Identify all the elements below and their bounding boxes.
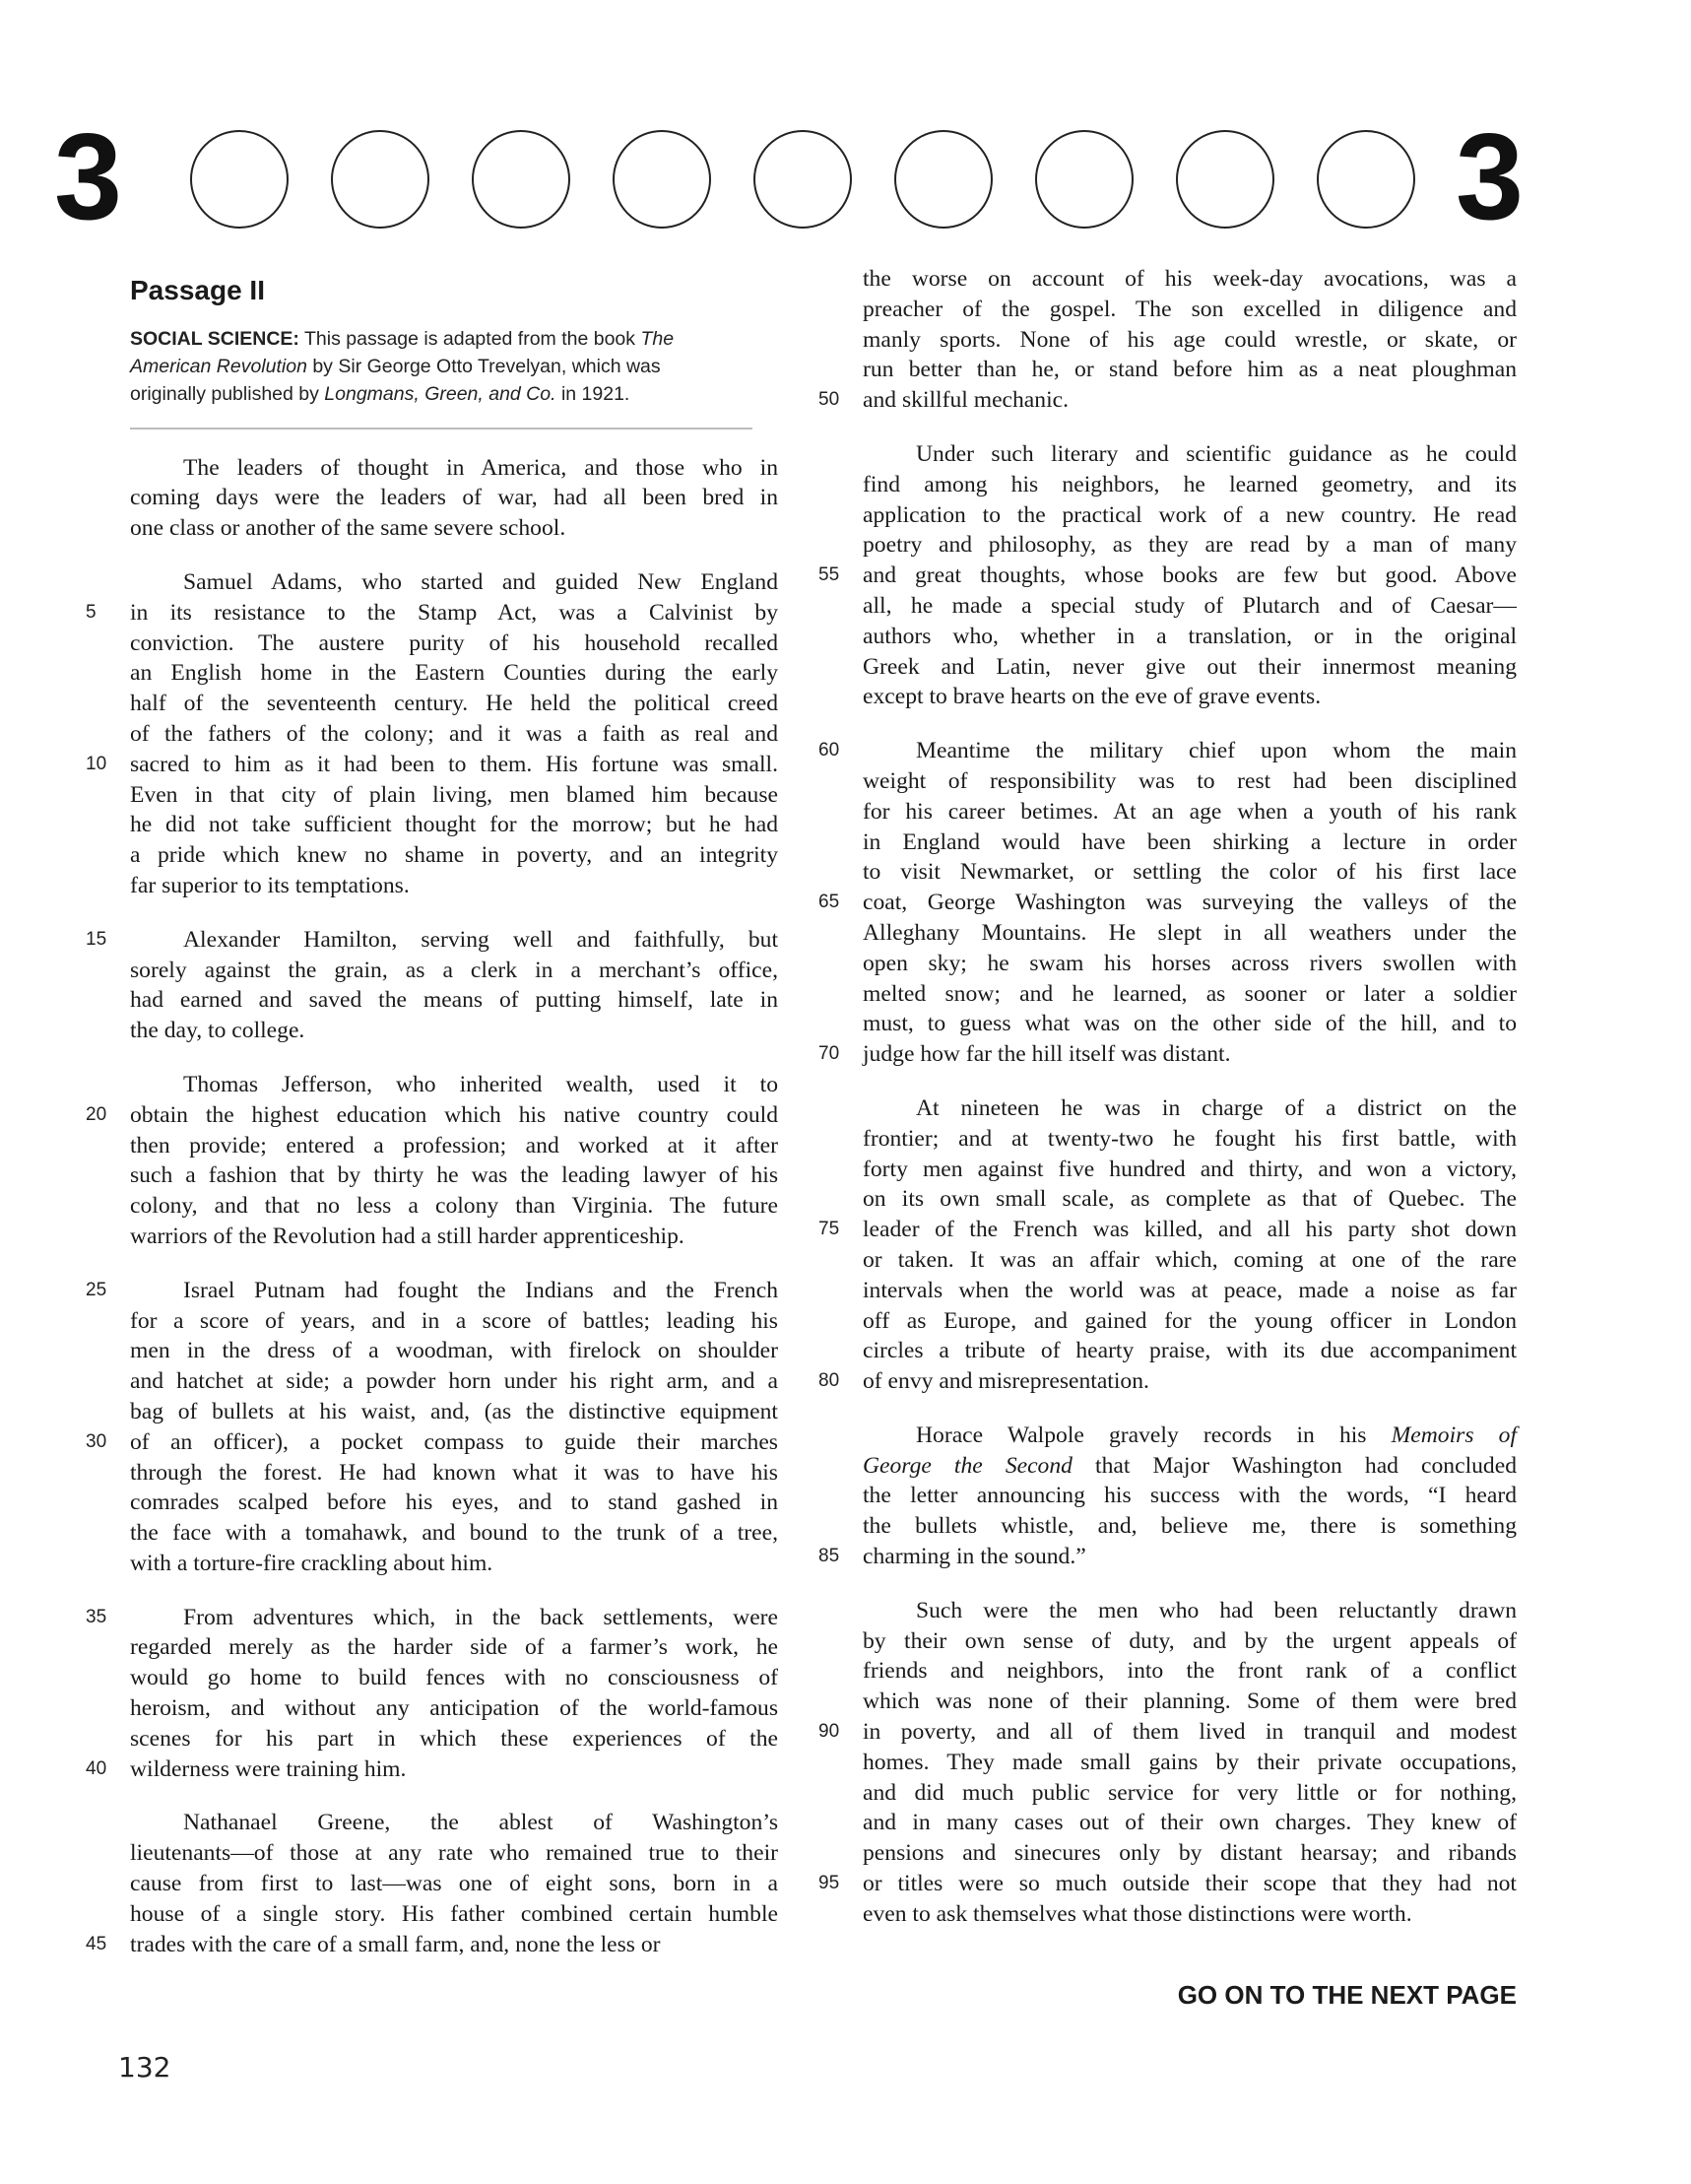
text-line — [863, 470, 1517, 500]
line-number: 15 — [86, 928, 107, 950]
text-line — [130, 629, 778, 659]
paragraph — [818, 736, 1517, 1070]
line-text: and in many cases out of their own charges. They knew of — [863, 1810, 1517, 1836]
text-line — [130, 780, 778, 811]
line-text: obtain the highest education which his native country could — [130, 1101, 778, 1128]
text-line — [130, 483, 778, 513]
text-line — [863, 500, 1517, 531]
line-text: the face with a tomahawk, and bound to the trunk of a tree, — [130, 1520, 778, 1547]
text-line — [863, 1511, 1517, 1542]
line-text: intervals when the world was at peace, made a noise as far — [863, 1277, 1517, 1303]
paragraph — [818, 1421, 1517, 1572]
text-line — [130, 1488, 778, 1518]
line-text: in its resistance to the Stamp Act, was a Calvinist by — [130, 599, 778, 626]
line-number: 75 — [818, 1219, 840, 1240]
line-text: trades with the care of a small farm, and, none the less or — [130, 1931, 661, 1957]
line-text: would go home to build fences with no consciousness of — [130, 1665, 778, 1691]
text-line — [818, 888, 1517, 918]
decorative-circle — [1035, 130, 1134, 229]
text-line — [818, 561, 1517, 591]
text-line — [130, 689, 778, 719]
text-line — [863, 652, 1517, 683]
text-line — [130, 1549, 778, 1579]
line-text: homes. They made small gains by their private occupations, — [863, 1749, 1517, 1775]
line-text: one class or another of the same severe school. — [130, 515, 566, 542]
text-line — [130, 1070, 778, 1100]
line-text: with a torture-fire crackling about him. — [130, 1550, 493, 1576]
intro-text: This passage is adapted from the book The — [304, 327, 675, 350]
text-line — [818, 1366, 1517, 1397]
text-line — [863, 682, 1517, 712]
line-text: coming days were the leaders of war, had all been bred in — [130, 485, 778, 511]
line-text: or titles were so much outside their scope that they had not — [863, 1871, 1517, 1897]
text-line — [863, 1596, 1517, 1626]
line-text: an English home in the Eastern Counties during the early — [130, 660, 778, 687]
text-line — [863, 1899, 1517, 1930]
line-text: find among his neighbors, he learned geometry, and its — [863, 471, 1517, 497]
left-column — [86, 264, 778, 1983]
passage-intro — [130, 325, 778, 408]
line-text: for his career betimes. At an age when a youth of his rank — [863, 798, 1517, 825]
line-text: weight of responsibility was to rest had been disciplined — [863, 767, 1517, 794]
text-line — [86, 1930, 778, 1960]
line-text: half of the seventeenth century. He held the political creed — [130, 691, 778, 717]
line-text: of the fathers of the colony; and it was a faith as real and — [130, 720, 778, 747]
line-text: Samuel Adams, who started and guided New England — [183, 568, 778, 595]
line-text: open sky; he swam his horses across rivers swollen with — [863, 950, 1517, 976]
text-line — [863, 949, 1517, 979]
line-text: except to brave hearts on the eve of grave events. — [863, 684, 1322, 710]
text-line — [130, 1899, 778, 1930]
text-line — [130, 1336, 778, 1366]
text-line — [863, 355, 1517, 385]
section-number-right: 3 — [1456, 109, 1524, 245]
decorative-circle — [613, 130, 711, 229]
line-number: 55 — [818, 564, 840, 586]
line-text: manly sports. None of his age could wrestle, or skate, or — [863, 326, 1517, 353]
line-number: 10 — [86, 753, 107, 774]
text-line — [86, 598, 778, 629]
text-line — [863, 1481, 1517, 1511]
line-text: preacher of the gospel. The son excelled in diligence and — [863, 296, 1517, 322]
line-text: The leaders of thought in America, and those who in — [183, 454, 778, 481]
line-number: 60 — [818, 740, 840, 761]
line-text: Israel Putnam had fought the Indians and the French — [183, 1277, 778, 1303]
text-line — [130, 1160, 778, 1191]
paragraph — [818, 1596, 1517, 1930]
line-text: in England would have been shirking a lecture in order — [863, 828, 1517, 855]
decorative-circle — [472, 130, 570, 229]
decorative-circle — [1317, 130, 1415, 229]
line-text: scenes for his part in which these experiences of the — [130, 1725, 778, 1752]
line-text: far superior to its temptations. — [130, 872, 410, 898]
line-text: sorely against the grain, as a clerk in a merchant’s office, — [130, 957, 778, 983]
line-text: he did not take sufficient thought for the morrow; but he had — [130, 812, 778, 838]
decorative-circle — [894, 130, 993, 229]
line-text: to visit Newmarket, or settling the color of his first lace — [863, 859, 1517, 886]
text-line — [130, 810, 778, 840]
text-line — [863, 325, 1517, 356]
line-text: and did much public service for very little or for nothing, — [863, 1779, 1517, 1806]
line-text: for a score of years, and in a score of battles; leading his — [130, 1307, 778, 1334]
text-line — [863, 1184, 1517, 1215]
text-line — [130, 1808, 778, 1838]
line-number: 65 — [818, 892, 840, 913]
line-text: in poverty, and all of them lived in tranquil and modest — [863, 1719, 1517, 1746]
text-line — [130, 1397, 778, 1427]
text-line — [863, 439, 1517, 470]
text-line — [863, 264, 1517, 295]
line-text: had earned and saved the means of putting himself, late in — [130, 987, 778, 1014]
paragraph — [818, 264, 1517, 416]
line-text: men in the dress of a woodman, with firelock on shoulder — [130, 1338, 778, 1364]
line-text: through the forest. He had known what it was to have his — [130, 1459, 778, 1486]
line-text: application to the practical work of a new country. He read — [863, 501, 1517, 528]
line-text: sacred to him as it had been to them. His fortune was small. — [130, 751, 778, 777]
line-number: 25 — [86, 1279, 107, 1300]
text-line — [863, 1093, 1517, 1124]
line-number: 70 — [818, 1043, 840, 1065]
intro-line: American Revolution by Sir George Otto Trevelyan, which was — [130, 355, 661, 377]
line-text: or taken. It was an affair which, coming at one of the rare — [863, 1246, 1517, 1273]
text-line — [863, 1748, 1517, 1778]
text-line — [130, 1838, 778, 1869]
line-text: then provide; entered a profession; and worked at it after — [130, 1132, 778, 1158]
line-text: colony, and that no less a colony than Virginia. The future — [130, 1193, 778, 1220]
text-line — [863, 979, 1517, 1010]
line-text: Under such literary and scientific guidance as he could — [916, 440, 1517, 467]
paragraph — [86, 925, 778, 1046]
text-line — [130, 871, 778, 901]
line-number: 20 — [86, 1103, 107, 1125]
line-text: authors who, whether in a translation, or in the original — [863, 623, 1517, 649]
line-text: Thomas Jefferson, who inherited wealth, used it to — [183, 1071, 778, 1097]
paragraph — [86, 1603, 778, 1785]
text-line — [863, 918, 1517, 949]
line-text: and skillful mechanic. — [863, 387, 1070, 414]
text-line — [130, 1693, 778, 1724]
text-line — [863, 1124, 1517, 1155]
section-number-left: 3 — [54, 109, 122, 245]
divider — [130, 428, 752, 430]
line-number: 30 — [86, 1430, 107, 1452]
text-line — [86, 925, 778, 956]
line-text: judge how far the hill itself was distant. — [863, 1041, 1231, 1068]
text-line — [130, 1222, 778, 1252]
line-text: bag of bullets at his waist, and, (as the distinctive equipment — [130, 1398, 778, 1424]
line-text: the day, to college. — [130, 1018, 305, 1044]
text-line — [818, 1215, 1517, 1245]
line-text: the letter announcing his success with the words, “I heard — [863, 1483, 1517, 1509]
line-number: 5 — [86, 601, 97, 623]
text-line — [130, 840, 778, 871]
text-line — [130, 453, 778, 484]
line-text: Greek and Latin, never give out their innermost meaning — [863, 653, 1517, 680]
line-text: conviction. The austere purity of his household recalled — [130, 629, 778, 656]
paragraph — [86, 1808, 778, 1959]
line-text: charming in the sound.” — [863, 1544, 1086, 1570]
line-text: lieutenants—of those at any rate who remained true to their — [130, 1840, 778, 1867]
text-line — [130, 1518, 778, 1549]
line-text: heroism, and without any anticipation of the world-famous — [130, 1695, 778, 1722]
line-number: 80 — [818, 1370, 840, 1392]
line-text: off as Europe, and gained for the young officer in London — [863, 1307, 1517, 1334]
text-line — [130, 719, 778, 750]
line-text: and hatchet at side; a powder horn under his right arm, and a — [130, 1368, 778, 1395]
line-text: pensions and sinecures only by distant hearsay; and ribands — [863, 1840, 1517, 1867]
text-line — [86, 1100, 778, 1131]
text-line — [863, 1155, 1517, 1185]
line-text: of envy and misrepresentation. — [863, 1368, 1149, 1395]
text-line — [130, 1632, 778, 1663]
text-line — [863, 1687, 1517, 1717]
text-line — [86, 750, 778, 780]
text-line — [863, 1421, 1517, 1451]
text-line — [130, 513, 778, 544]
text-line — [863, 797, 1517, 827]
line-text: of an officer), a pocket compass to guide their marches — [130, 1428, 778, 1455]
line-text: George the Second that Major Washington had concluded — [863, 1452, 1517, 1479]
text-line — [863, 1306, 1517, 1337]
paragraph — [130, 453, 778, 544]
text-line — [863, 1656, 1517, 1687]
text-line — [863, 857, 1517, 888]
left-paragraphs — [86, 453, 778, 1960]
go-on-next-page: GO ON TO THE NEXT PAGE — [1177, 1980, 1517, 2010]
line-text: forty men against five hundred and thirty, and won a victory, — [863, 1156, 1517, 1182]
line-text: Alleghany Mountains. He slept in all weathers under the — [863, 919, 1517, 946]
page-number: 132 — [118, 2051, 171, 2084]
text-line — [863, 1838, 1517, 1869]
line-text: warriors of the Revolution had a still harder apprenticeship. — [130, 1223, 684, 1249]
text-line — [130, 658, 778, 689]
intro-line — [130, 325, 778, 353]
line-number: 50 — [818, 389, 840, 411]
text-line — [86, 1276, 778, 1306]
text-line — [863, 1009, 1517, 1039]
intro-lead: SOCIAL SCIENCE: — [130, 327, 299, 350]
section-header — [0, 109, 1691, 245]
text-line — [130, 956, 778, 986]
line-text: poetry and philosophy, as they are read by a man of many — [863, 532, 1517, 559]
line-text: At nineteen he was in charge of a district on the — [916, 1094, 1517, 1121]
text-line — [863, 1276, 1517, 1306]
decorative-circle — [1176, 130, 1274, 229]
text-line — [818, 1869, 1517, 1899]
line-text: circles a tribute of hearty praise, with its due accompaniment — [863, 1338, 1517, 1364]
line-text: on its own small scale, as complete as that of Quebec. The — [863, 1186, 1517, 1213]
line-text: Meantime the military chief upon whom the main — [916, 738, 1517, 764]
text-line — [130, 1366, 778, 1397]
line-text: Horace Walpole gravely records in his Memoirs of — [916, 1422, 1517, 1448]
line-text: Nathanael Greene, the ablest of Washington’s — [183, 1810, 778, 1836]
line-text: which was none of their planning. Some of them were bred — [863, 1688, 1517, 1715]
line-text: run better than he, or stand before him as a neat ploughman — [863, 357, 1517, 383]
paragraph — [86, 1276, 778, 1579]
line-text: all, he made a special study of Plutarch and of Caesar— — [863, 592, 1517, 619]
passage-title: Passage II — [130, 275, 265, 305]
decorative-circle — [753, 130, 852, 229]
decorative-circle — [190, 130, 289, 229]
text-line — [863, 1336, 1517, 1366]
text-line — [863, 622, 1517, 652]
line-text: frontier; and at twenty-two he fought his first battle, with — [863, 1125, 1517, 1152]
text-line — [818, 1542, 1517, 1572]
line-text: house of a single story. His father combined certain humble — [130, 1900, 778, 1927]
right-paragraphs — [818, 264, 1517, 1930]
line-text: Alexander Hamilton, serving well and faithfully, but — [183, 926, 778, 953]
text-line — [130, 1663, 778, 1693]
text-line — [130, 567, 778, 598]
text-line — [130, 1724, 778, 1754]
decorative-circle — [331, 130, 429, 229]
line-text: such a fashion that by thirty he was the leading lawyer of his — [130, 1162, 778, 1189]
paragraph — [818, 439, 1517, 712]
paragraph — [86, 567, 778, 901]
intro-line: originally published by Longmans, Green, and Co. in 1921. — [130, 382, 630, 405]
line-text: by their own sense of duty, and by the urgent appeals of — [863, 1627, 1517, 1654]
line-number: 45 — [86, 1933, 107, 1954]
text-line — [863, 295, 1517, 325]
text-line — [818, 736, 1517, 766]
line-text: must, to guess what was on the other side of the hill, and to — [863, 1011, 1517, 1037]
line-text: coat, George Washington was surveying the valleys of the — [863, 890, 1517, 916]
text-line — [130, 1869, 778, 1899]
text-line — [863, 1626, 1517, 1657]
line-text: leader of the French was killed, and all his party shot down — [863, 1217, 1517, 1243]
line-text: comrades scalped before his eyes, and to stand gashed in — [130, 1489, 778, 1516]
text-line — [86, 1603, 778, 1633]
text-line — [130, 1191, 778, 1222]
line-text: the worse on account of his week-day avocations, was a — [863, 266, 1517, 292]
line-number: 40 — [86, 1757, 107, 1779]
line-text: Such were the men who had been reluctantly drawn — [916, 1597, 1517, 1623]
text-line — [863, 1778, 1517, 1809]
line-number: 90 — [818, 1721, 840, 1743]
text-line — [863, 1808, 1517, 1838]
right-column — [818, 264, 1517, 1953]
line-text: melted snow; and he learned, as sooner or later a soldier — [863, 980, 1517, 1007]
line-number: 95 — [818, 1873, 840, 1894]
line-text: and great thoughts, whose books are few but good. Above — [863, 563, 1517, 589]
text-line — [130, 985, 778, 1016]
text-line — [863, 766, 1517, 797]
text-line — [818, 385, 1517, 416]
text-line — [863, 530, 1517, 561]
line-number: 85 — [818, 1546, 840, 1567]
text-line — [130, 1131, 778, 1161]
line-text: Even in that city of plain living, men blamed him because — [130, 781, 778, 808]
text-line — [863, 1451, 1517, 1482]
text-line — [818, 1039, 1517, 1070]
line-text: cause from first to last—was one of eight sons, born in a — [130, 1871, 778, 1897]
text-line — [130, 1016, 778, 1046]
text-line — [86, 1427, 778, 1458]
line-text: From adventures which, in the back settlements, were — [183, 1604, 778, 1630]
line-text: the bullets whistle, and, believe me, there is something — [863, 1513, 1517, 1540]
text-line — [130, 1458, 778, 1489]
text-line — [863, 827, 1517, 858]
line-number: 35 — [86, 1606, 107, 1627]
line-text: friends and neighbors, into the front rank of a conflict — [863, 1658, 1517, 1685]
text-line — [863, 591, 1517, 622]
text-line — [86, 1754, 778, 1785]
text-line — [130, 1306, 778, 1337]
paragraph — [86, 1070, 778, 1252]
text-line — [818, 1717, 1517, 1748]
paragraph — [818, 1093, 1517, 1397]
text-line — [863, 1245, 1517, 1276]
line-text: a pride which knew no shame in poverty, and an integrity — [130, 842, 778, 869]
line-text: regarded merely as the harder side of a farmer’s work, he — [130, 1634, 778, 1661]
line-text: even to ask themselves what those distinctions were worth. — [863, 1900, 1412, 1927]
line-text: wilderness were training him. — [130, 1755, 407, 1782]
